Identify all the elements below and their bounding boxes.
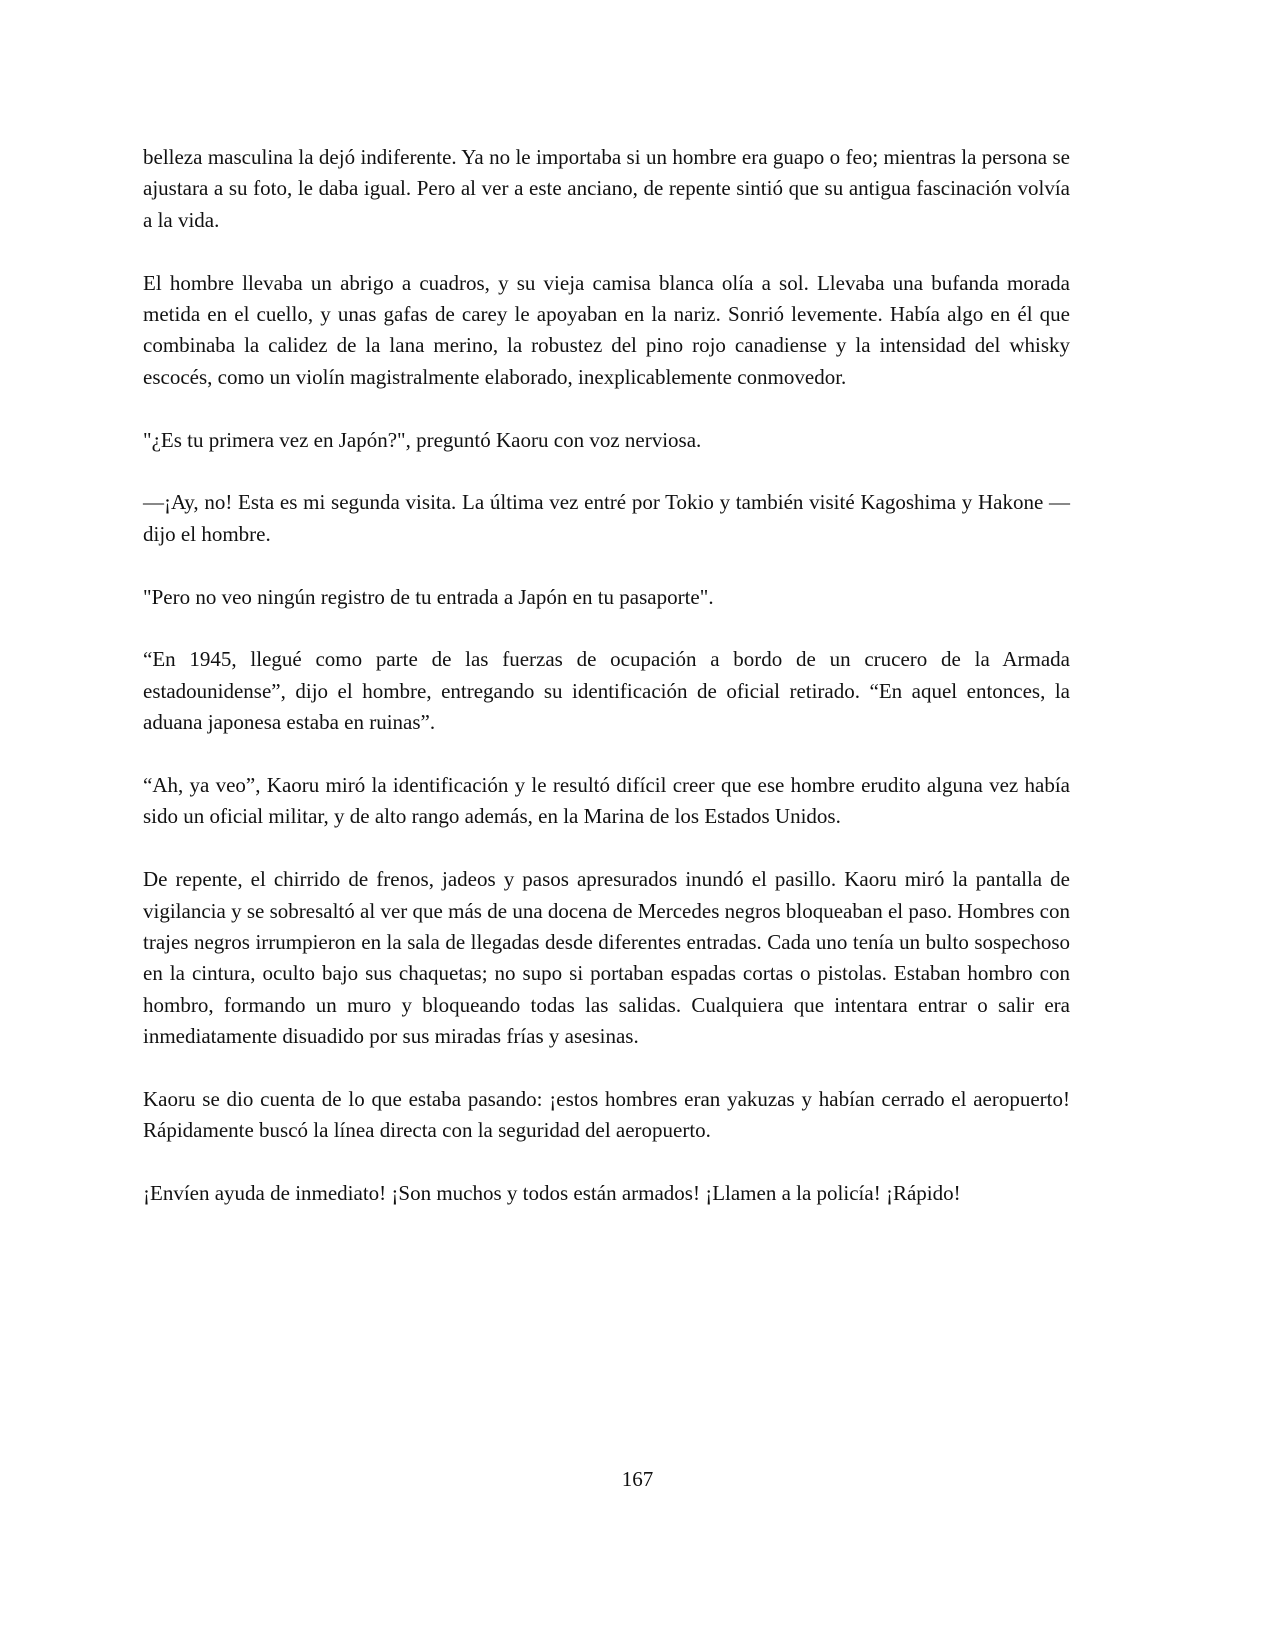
paragraph: belleza masculina la dejó indiferente. Ya no le importaba si un hombre era guapo o feo; mientras la persona se ajustara a su foto, le daba igual. Pero al ver a este anciano, de repente sintió que su antigua fascinación volvía a la vida. [143, 145, 1070, 232]
paragraph: “Ah, ya veo”, Kaoru miró la identificación y le resultó difícil creer que ese hombre erudito alguna vez había sido un oficial militar, y de alto rango además, en la Marina de los Estados Unidos. [143, 773, 1070, 829]
paragraph: ¡Envíen ayuda de inmediato! ¡Son muchos y todos están armados! ¡Llamen a la policía! ¡Rápido! [143, 1181, 961, 1206]
paragraph: “En 1945, llegué como parte de las fuerzas de ocupación a bordo de un crucero de la Armada estadounidense”, dijo el hombre, entregando su identificación de oficial retirado. “En aquel entonces, la aduana japonesa estaba en ruinas”. [143, 647, 1070, 735]
body-text [143, 142, 1070, 1241]
paragraph: Kaoru se dio cuenta de lo que estaba pasando: ¡estos hombres eran yakuzas y habían cerrado el aeropuerto! Rápidamente buscó la línea directa con la seguridad del aeropuerto. [143, 1087, 1070, 1143]
page-number: 167 [621, 1467, 654, 1491]
paragraph: El hombre llevaba un abrigo a cuadros, y su vieja camisa blanca olía a sol. Llevaba una bufanda morada metida en el cuello, y unas gafas de carey le apoyaban en la nariz. Sonrió levemente. Había algo en él que combinaba la calidez de la lana merino, la robustez del pino rojo canadiense y la intensidad del whisky escocés, como un violín magistralmente elaborado, inexplicablemente conmovedor. [143, 270, 1070, 389]
paragraph: "Pero no veo ningún registro de tu entrada a Japón en tu pasaporte". [143, 584, 714, 609]
paragraph: De repente, el chirrido de frenos, jadeos y pasos apresurados inundó el pasillo. Kaoru miró la pantalla de vigilancia y se sobresaltó al ver que más de una docena de Mercedes negros bloqueaban el paso. Hombres con trajes negros irrumpieron en la sala de llegadas desde diferentes entradas. Cada uno tenía un bulto sospechoso en la cintura, oculto bajo sus chaquetas; no supo si portaban espadas cortas o pistolas. Estaban hombro con hombro, formando un muro y bloqueando todas las salidas. Cualquiera que intentara entrar o salir era inmediatamente disuadido por sus miradas frías y asesinas. [143, 867, 1070, 1049]
paragraph: —¡Ay, no! Esta es mi segunda visita. La última vez entré por Tokio y también visité Kagoshima y Hakone —dijo el hombre. [143, 490, 1070, 546]
paragraph: "¿Es tu primera vez en Japón?", preguntó Kaoru con voz nerviosa. [143, 427, 702, 452]
